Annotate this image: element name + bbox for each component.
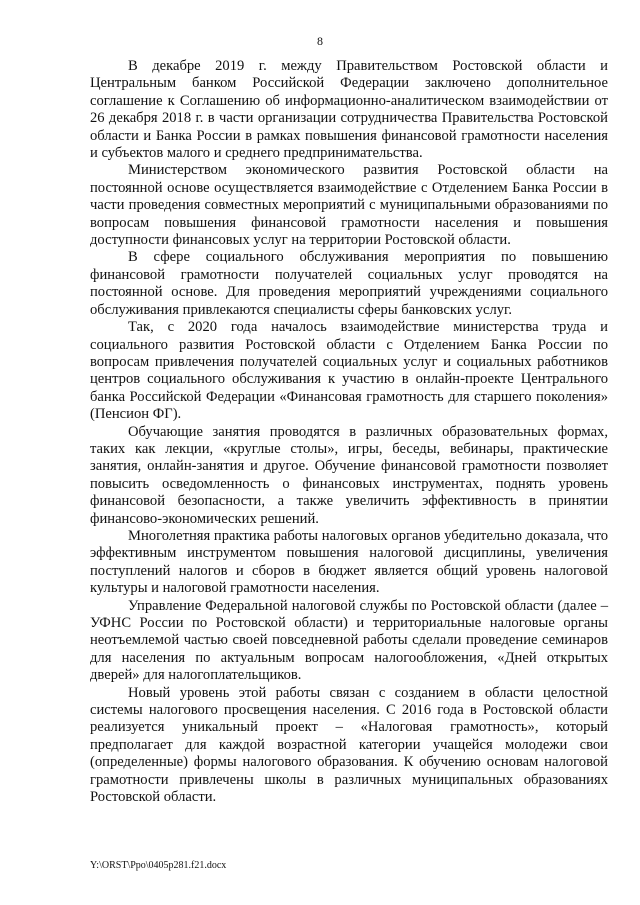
paragraph-ministry-economic-development: Министерством экономического развития Ростовской области на постоянной основе осуществляется взаимодействие с Отделением Банка России в части проведения совместных мероприятий с муниципальными образованиями по вопросам повышения финансовой грамотности населения и повышения доступности финансовых услуг на территории Ростовской области. bbox=[90, 162, 608, 249]
paragraph-tax-practice: Многолетняя практика работы налоговых органов убедительно доказала, что эффективным инструментом повышения налоговой дисциплины, увеличения поступлений налогов и сборов в бюджет является общий уровень налоговой культуры и налоговой грамотности населения. bbox=[90, 527, 608, 597]
paragraph-cooperation-agreement: В декабре 2019 г. между Правительством Ростовской области и Центральным банком Российской Федерации заключено дополнительное соглашение к Соглашению об информационно-аналитическом взаимодействии от 26 декабря 2018 г. в части организации сотрудничества Правительства Ростовской области и Банка России в рамках повышения финансовой грамотности населения и субъектов малого и среднего предпринимательства. bbox=[90, 58, 608, 162]
footer-file-path: Y:\ORST\Ppo\0405p281.f21.docx bbox=[90, 860, 227, 871]
paragraph-tax-service-seminars: Управление Федеральной налоговой службы по Ростовской области (далее – УФНС России по Ростовской области) и территориальные налоговые органы неотъемлемой частью своей повседневной работы сделали проведение семинаров для населения по актуальным вопросам налогообложения, «Дней открытых дверей» для налогоплательщиков. bbox=[90, 597, 608, 684]
paragraph-training-formats: Обучающие занятия проводятся в различных образовательных формах, таких как лекции, «круглые столы», игры, беседы, вебинары, практические занятия, онлайн-занятия и другое. Обучение финансовой грамотности позволяет повысить осведомленность о финансовых инструментах, поднять уровень финансовой безопасности, а также увеличить эффективность в принятии финансово-экономических решений. bbox=[90, 423, 608, 527]
paragraph-labor-ministry-project: Так, с 2020 года началось взаимодействие министерства труда и социального развития Ростовской области с Отделением Банка России по вопросам привлечения получателей социальных услуг и социальных работников центров социального обслуживания к участию в онлайн-проекте Центрального банка Российской Федерации «Финансовая грамотность для старшего поколения» (Пенсион ФГ). bbox=[90, 319, 608, 423]
document-body bbox=[90, 58, 608, 806]
page-number: 8 bbox=[317, 34, 323, 48]
paragraph-tax-literacy-project: Новый уровень этой работы связан с созданием в области целостной системы налогового просвещения населения. С 2016 года в Ростовской области реализуется уникальный проект – «Налоговая грамотность», который предполагает для каждой возрастной категории учащейся молодежи свои (определенные) формы налогового образования. К обучению основам налоговой грамотности привлечены школы в различных муниципальных образованиях Ростовской области. bbox=[90, 684, 608, 806]
paragraph-social-services: В сфере социального обслуживания мероприятия по повышению финансовой грамотности получателей социальных услуг проводятся на постоянной основе. Для проведения мероприятий учреждениями социального обслуживания привлекаются специалисты сферы банковских услуг. bbox=[90, 249, 608, 318]
